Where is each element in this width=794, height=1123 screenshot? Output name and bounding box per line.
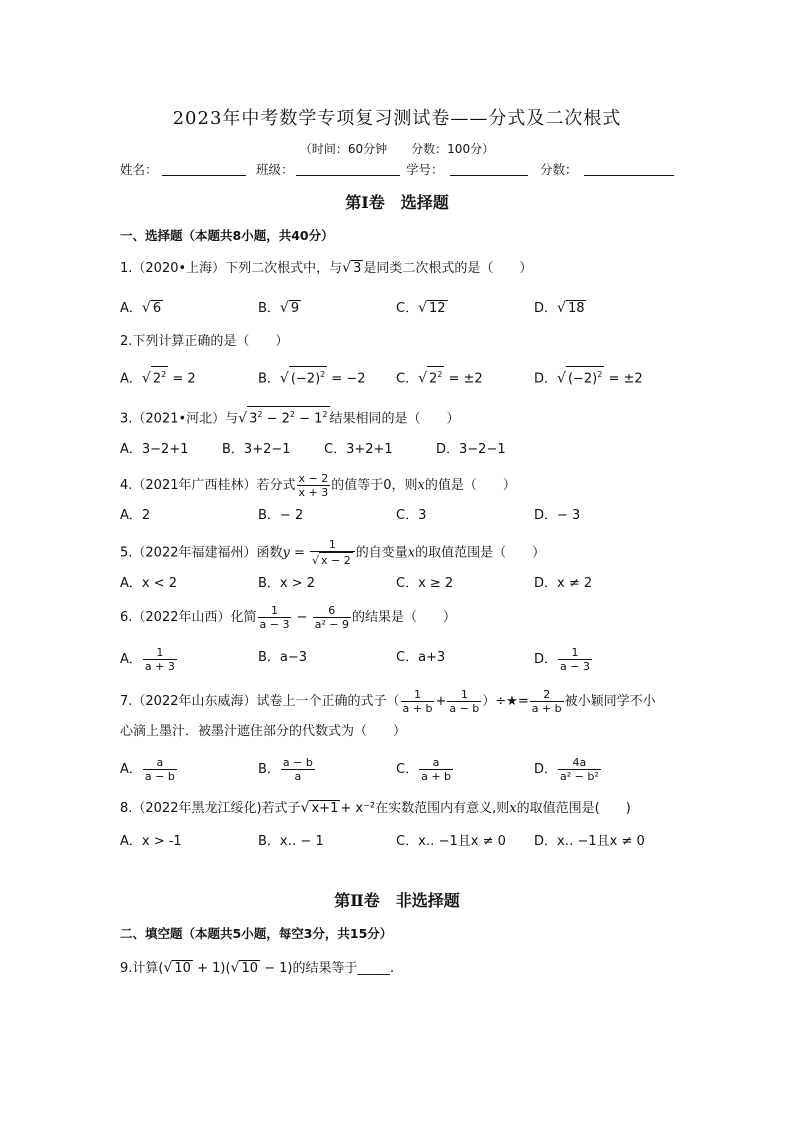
- q6-option-a[interactable]: A． $\frac{1}{a + 3}$: [120, 646, 175, 673]
- q1-option-d[interactable]: D．√ 18: [534, 300, 585, 316]
- sqrt-icon: √: [141, 370, 151, 387]
- fraction: $\frac{1}{a + 3}$: [144, 646, 175, 673]
- question-6: 6.（2022年山西）化简 $\frac{1}{a - 3}$ − $\frac{6}{\text{a² − 9}}$ 的结果是（ ）: [120, 604, 456, 631]
- id-blank[interactable]: [450, 175, 528, 176]
- fraction: $\frac{2}{a + b}$: [531, 688, 562, 715]
- q7-option-d[interactable]: D． $\frac{4a}{\text{a² − b²}}$: [534, 756, 599, 783]
- sqrt-icon: √: [418, 370, 427, 387]
- q4-option-b[interactable]: B．− 2: [258, 508, 304, 523]
- question-3: 3.（2021•河北）与√ $3^2 - 2^2 - 1^2$ 结果相同的是（ ）: [120, 406, 460, 429]
- question-1: 1.（2020•上海）下列二次根式中，与√ 3 是同类二次根式的是（ ）: [120, 260, 533, 276]
- fraction: $\frac{1}{√ x - 2}$: [310, 538, 355, 568]
- sqrt-icon: √: [342, 260, 352, 276]
- question-2: 2.下列计算正确的是（ ）: [120, 334, 289, 349]
- class-label: 班级：: [256, 162, 294, 177]
- fraction: $\frac{a}{a - b}$: [144, 756, 175, 783]
- id-label: 学号：: [406, 162, 444, 177]
- q5-option-b[interactable]: B．x > 2: [258, 576, 316, 591]
- q4-option-a[interactable]: A．2: [120, 508, 151, 523]
- question-5: 5.（2022年福建福州）函数y = $\frac{1}{√ x - 2}$ 的自变量x的取值范围是（ ）: [120, 538, 546, 567]
- sqrt-icon: √: [141, 300, 151, 316]
- fraction: $\frac{4a}{\text{a² − b²}}$: [560, 756, 599, 783]
- name-blank[interactable]: [162, 175, 246, 176]
- part2-title: 第Ⅱ卷 非选择题: [334, 891, 460, 910]
- q2-option-a[interactable]: A．√ $2^2 = 2$: [120, 366, 196, 389]
- q7-option-b[interactable]: B． $\frac{a - b}{a}$: [258, 756, 313, 783]
- q7-option-c[interactable]: C． $\frac{a}{a + b}$: [396, 756, 452, 783]
- question-7: 7.（2022年山东威海）试卷上一个正确的式子（ $\frac{1}{a + b}$ + $\frac{1}{a - b}$ ）÷★= $\frac{2}{a + b}$ 被小颖同学不小: [120, 688, 656, 715]
- q5-option-d[interactable]: D．x ≠ 2: [534, 576, 593, 591]
- fraction: $\frac{1}{a - b}$: [449, 688, 480, 715]
- q3-option-a[interactable]: A．3−2+1: [120, 442, 189, 457]
- class-blank[interactable]: [296, 175, 400, 176]
- q5-option-c[interactable]: C．x ≥ 2: [396, 576, 454, 591]
- name-label: 姓名：: [120, 162, 158, 177]
- score-blank[interactable]: [584, 175, 674, 176]
- question-7-line2: 心滴上墨汁．被墨汁遮住部分的代数式为（ ）: [120, 724, 407, 739]
- q4-option-c[interactable]: C．3: [396, 508, 427, 523]
- q6-option-c[interactable]: C．a+3: [396, 650, 446, 665]
- q8-option-c[interactable]: C．x‥ −1且x ≠ 0: [396, 834, 506, 849]
- student-info-line: [120, 160, 680, 180]
- q6-option-d[interactable]: D． $\frac{1}{a - 3}$: [534, 646, 590, 673]
- sqrt-icon: √: [238, 410, 248, 427]
- sqrt-icon: √: [557, 370, 566, 387]
- sqrt-icon: √: [279, 300, 289, 316]
- q2-option-d[interactable]: D．√ $(-2)^2 = \pm 2$: [534, 366, 643, 389]
- q2-option-b[interactable]: B．√ $(-2)^2 = -2$: [258, 366, 366, 389]
- part1-section-head: 一、选择题（本题共8小题，共40分）: [120, 228, 334, 243]
- fraction: $\frac{6}{\text{a² − 9}}$: [314, 604, 349, 631]
- q2-option-c[interactable]: C．√ $2^2 = \pm 2$: [396, 366, 483, 389]
- part1-title: 第Ⅰ卷 选择题: [345, 193, 449, 212]
- q1-option-a[interactable]: A．√ 6: [120, 300, 162, 316]
- question-9: 9.计算(√ 10 + 1)(√ 10 − 1)的结果等于_____.: [120, 960, 395, 976]
- part2-section-head: 二、填空题（本题共5小题，每空3分，共15分）: [120, 926, 393, 941]
- fraction: $\frac{1}{a - 3}$: [259, 604, 290, 631]
- sqrt-icon: √: [300, 800, 310, 816]
- score-label: 分数：: [540, 162, 578, 177]
- question-8: 8.（2022年黑龙江绥化)若式子√ x+1 + x⁻²在实数范围内有意义,则x的取值范围是( ): [120, 800, 631, 816]
- sqrt-icon: √: [312, 554, 320, 567]
- q4-option-d[interactable]: D．− 3: [534, 508, 581, 523]
- q3-option-c[interactable]: C．3+2+1: [324, 442, 393, 457]
- q5-option-a[interactable]: A．x < 2: [120, 576, 178, 591]
- sqrt-icon: √: [163, 960, 173, 976]
- fraction: $\frac{1}{a + b}$: [402, 688, 433, 715]
- q3-option-d[interactable]: D．3−2−1: [436, 442, 506, 457]
- question-4: 4.（2021年广西桂林）若分式 $\frac{x - 2}{x + 3}$ 的值等于0，则x的值是（ ）: [120, 472, 516, 499]
- q3-option-b[interactable]: B．3+2−1: [222, 442, 291, 457]
- q1-option-c[interactable]: C．√ 12: [396, 300, 446, 316]
- q8-option-b[interactable]: B．x‥ − 1: [258, 834, 324, 849]
- exam-subtitle: （时间：60分钟 分数：100分）: [299, 142, 495, 156]
- q6-option-b[interactable]: B．a−3: [258, 650, 308, 665]
- q1-option-b[interactable]: B．√ 9: [258, 300, 300, 316]
- q7-option-a[interactable]: A． $\frac{a}{a - b}$: [120, 756, 175, 783]
- sqrt-icon: √: [557, 300, 566, 316]
- fraction: $\frac{1}{a - 3}$: [560, 646, 590, 673]
- fraction: $\frac{a}{a + b}$: [421, 756, 452, 783]
- fraction: $\frac{a - b}{a}$: [282, 756, 313, 783]
- sqrt-icon: √: [230, 960, 240, 976]
- sqrt-icon: √: [418, 300, 427, 316]
- sqrt-icon: √: [279, 370, 289, 387]
- fraction: $\frac{x - 2}{x + 3}$: [298, 472, 329, 499]
- page-title: 2023年中考数学专项复习测试卷——分式及二次根式: [172, 108, 622, 129]
- q8-option-d[interactable]: D．x‥ −1且x ≠ 0: [534, 834, 645, 849]
- q8-option-a[interactable]: A．x > -1: [120, 834, 182, 849]
